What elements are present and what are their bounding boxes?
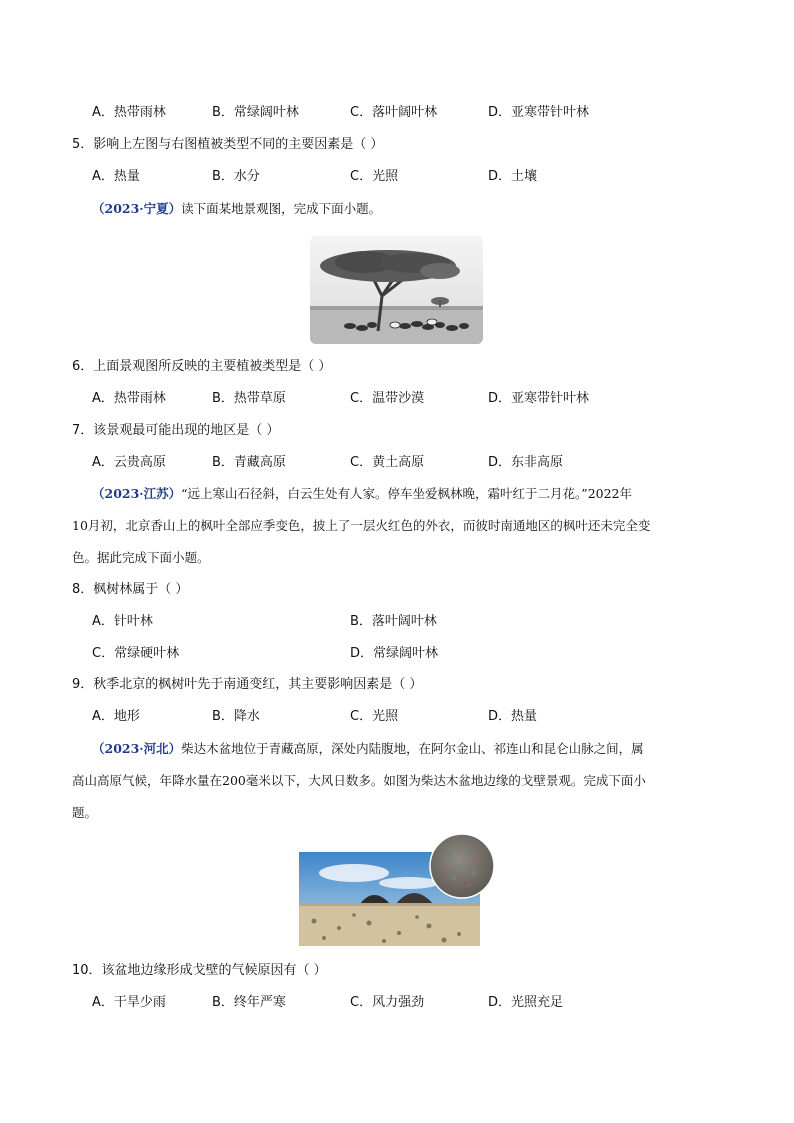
q8-option-b[interactable]: B．落叶阔叶林 <box>350 614 437 629</box>
passage-hebei-text1: 柴达木盆地位于青藏高原，深处内陆腹地，在阿尔金山、祁连山和昆仑山脉之间，属 <box>181 741 644 756</box>
q5-option-d[interactable]: D．土壤 <box>488 169 538 184</box>
q6-option-b[interactable]: B．热带草原 <box>212 391 286 406</box>
q9-stem: 9．秋季北京的枫树叶先于南通变红，其主要影响因素是（ ） <box>72 677 423 692</box>
q7-option-b[interactable]: B．青藏高原 <box>212 455 286 470</box>
q7-stem: 7．该景观最可能出现的地区是（ ） <box>72 423 280 438</box>
q5-option-a[interactable]: A．热量 <box>92 169 140 184</box>
q7-option-a[interactable]: A．云贵高原 <box>92 455 166 470</box>
passage-ningxia-text: 读下面某地景观图，完成下面小题。 <box>181 201 382 216</box>
passage-jiangsu-line3: 色。据此完成下面小题。 <box>72 550 210 565</box>
passage-jiangsu-line1 <box>92 485 632 503</box>
passage-hebei-source: （2023·河北） <box>92 741 182 756</box>
passage-ningxia-source: （2023·宁夏） <box>92 201 182 216</box>
q4-option-a[interactable]: A．热带雨林 <box>92 105 166 120</box>
q8-option-d[interactable]: D．常绿阔叶林 <box>350 646 439 661</box>
q8-option-a[interactable]: A．针叶林 <box>92 614 153 629</box>
passage-hebei-line1 <box>92 740 644 758</box>
q9-option-b[interactable]: B．降水 <box>212 709 260 724</box>
passage-jiangsu-source: （2023·江苏） <box>92 486 182 501</box>
passage-jiangsu-line2: 10月初，北京香山上的枫叶全部应季变色，披上了一层火红色的外衣，而彼时南通地区的枫叶还未完全变 <box>72 518 651 533</box>
q10-option-d[interactable]: D．光照充足 <box>488 995 564 1010</box>
q5-option-c[interactable]: C．光照 <box>350 169 399 184</box>
q10-option-a[interactable]: A．干旱少雨 <box>92 995 166 1010</box>
q6-option-a[interactable]: A．热带雨林 <box>92 391 166 406</box>
q9-option-a[interactable]: A．地形 <box>92 709 140 724</box>
q4-option-d[interactable]: D．亚寒带针叶林 <box>488 105 590 120</box>
q10-option-b[interactable]: B．终年严寒 <box>212 995 286 1010</box>
q6-option-d[interactable]: D．亚寒带针叶林 <box>488 391 590 406</box>
q6-option-c[interactable]: C．温带沙漠 <box>350 391 425 406</box>
q9-option-c[interactable]: C．光照 <box>350 709 399 724</box>
passage-jiangsu-text1: “远上寒山石径斜，白云生处有人家。停车坐爱枫林晚，霜叶红于二月花。”2022年 <box>181 486 633 501</box>
passage-hebei-line3: 题。 <box>72 805 98 820</box>
q8-stem: 8．枫树林属于（ ） <box>72 582 189 597</box>
q8-option-c[interactable]: C．常绿硬叶林 <box>92 646 180 661</box>
q10-stem: 10．该盆地边缘形成戈壁的气候原因有（ ） <box>72 963 327 978</box>
q5-option-b[interactable]: B．水分 <box>212 169 260 184</box>
q7-option-c[interactable]: C．黄土高原 <box>350 455 425 470</box>
q7-option-d[interactable]: D．东非高原 <box>488 455 564 470</box>
passage-ningxia <box>92 193 724 224</box>
passage-hebei-line2: 高山高原气候，年降水量在200毫米以下，大风日数多。如图为柴达木盆地边缘的戈壁景观。完成下面小 <box>72 773 646 788</box>
q6-stem: 6．上面景观图所反映的主要植被类型是（ ） <box>72 359 332 374</box>
q9-option-d[interactable]: D．热量 <box>488 709 538 724</box>
q5-stem: 5．影响上左图与右图植被类型不同的主要因素是（ ） <box>72 137 384 152</box>
q10-option-c[interactable]: C．风力强劲 <box>350 995 425 1010</box>
savanna-acacia-image <box>310 236 483 344</box>
q4-option-b[interactable]: B．常绿阔叶林 <box>212 105 299 120</box>
q4-option-c[interactable]: C．落叶阔叶林 <box>350 105 438 120</box>
gobi-desert-image <box>299 833 497 947</box>
